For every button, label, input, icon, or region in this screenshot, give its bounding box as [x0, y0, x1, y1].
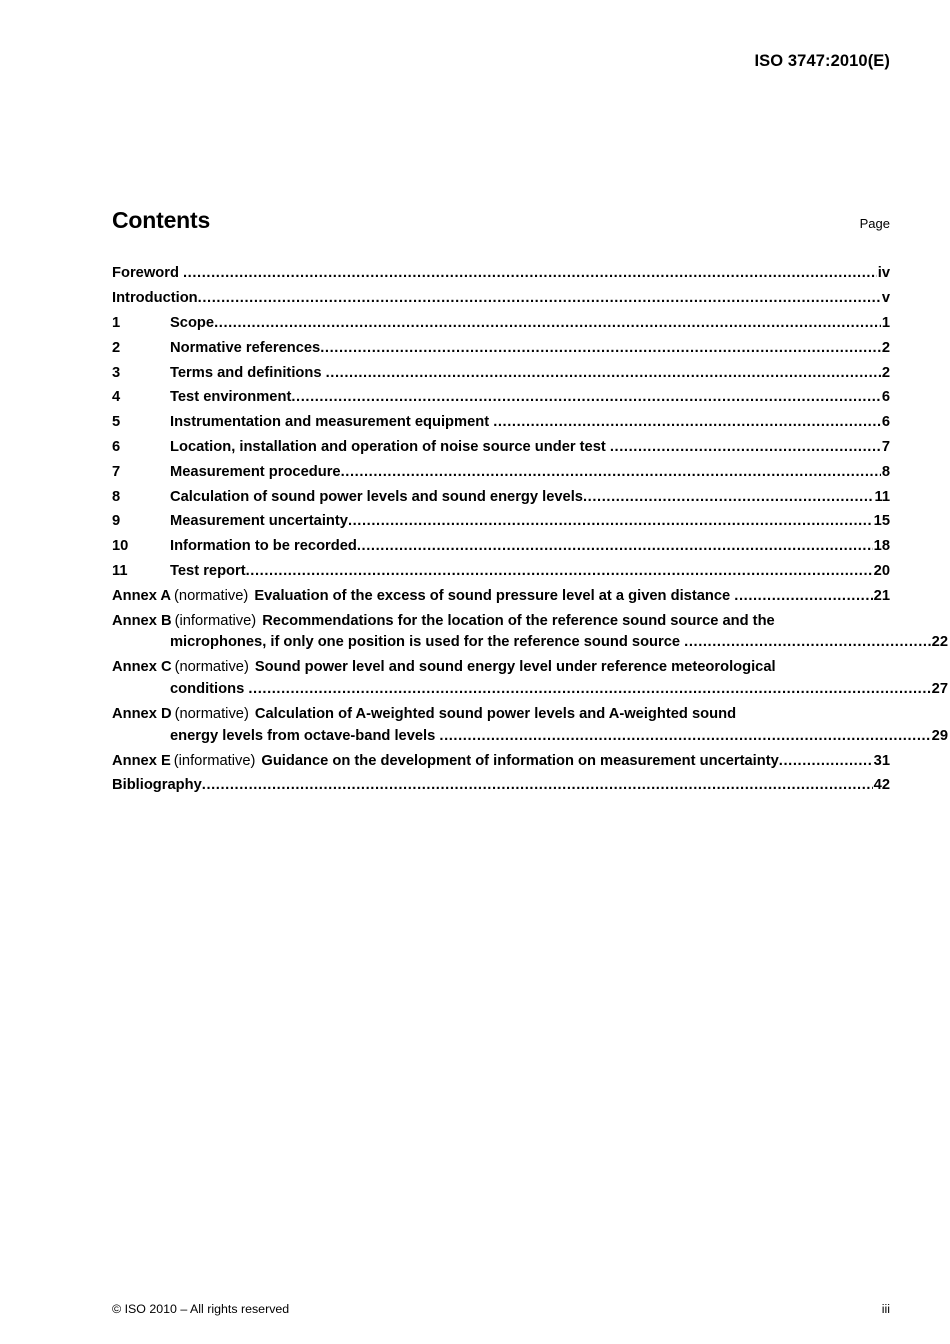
toc-label: Information to be recorded — [170, 538, 357, 555]
toc-page-number: 6 — [881, 414, 890, 431]
dot-leader — [326, 366, 882, 381]
toc-entry-clause-11[interactable] — [112, 564, 890, 579]
toc-label: Introduction — [112, 290, 198, 306]
dot-leader — [779, 754, 873, 769]
toc-entry-clause-1[interactable] — [112, 316, 890, 331]
toc-entry-clause-10[interactable] — [112, 539, 890, 554]
annex-title: Evaluation of the excess of sound pressure level at a given distance — [254, 587, 735, 604]
toc-clause-number: 9 — [112, 513, 121, 530]
toc-entry-bibliography[interactable] — [112, 778, 890, 793]
toc-page-number: 27 — [931, 681, 948, 698]
toc-page-number: 15 — [873, 513, 890, 530]
footer-page-number: iii — [881, 1302, 890, 1316]
toc-page-number: 21 — [873, 587, 890, 604]
annex-id: Annex C — [112, 659, 172, 676]
toc-clause-number: 2 — [112, 339, 121, 356]
annex-type: (informative) — [173, 752, 256, 769]
annex-title-continuation: conditions — [170, 681, 249, 698]
toc-page-number: 31 — [873, 752, 890, 769]
toc-clause-number: 6 — [112, 438, 121, 455]
toc-entry-clause-3[interactable] — [112, 366, 890, 381]
toc-label: Scope — [170, 315, 215, 331]
toc-page-number: 42 — [873, 777, 890, 794]
toc-label: Foreword — [112, 265, 183, 281]
page-header — [112, 52, 890, 71]
annex-type: (normative) — [174, 659, 249, 676]
toc-label: Instrumentation and measurement equipment — [170, 414, 494, 431]
toc-page-number: 11 — [874, 488, 890, 505]
dot-leader — [493, 415, 881, 430]
annex-type: (normative) — [174, 587, 249, 604]
toc-label: Measurement procedure — [170, 463, 341, 480]
annex-title: Sound power level and sound energy level under reference meteorological — [254, 659, 776, 676]
toc-entry-clause-5[interactable] — [112, 415, 890, 430]
dot-leader — [610, 440, 881, 455]
toc-annex-label — [112, 754, 779, 769]
toc-entry-annex-a[interactable] — [112, 589, 890, 604]
toc-annex-label — [112, 660, 776, 675]
toc-annex-label — [112, 614, 775, 629]
toc-page-number: 29 — [931, 727, 948, 744]
dot-leader — [246, 564, 874, 579]
page-footer — [112, 1302, 890, 1316]
toc-clause-number: 4 — [112, 389, 121, 406]
toc-page-number: 18 — [873, 538, 890, 555]
dot-leader — [583, 490, 874, 505]
annex-type: (informative) — [174, 612, 257, 629]
toc-page-number: 2 — [881, 364, 890, 381]
toc-entry-clause-6[interactable] — [112, 440, 890, 455]
toc-label: Test environment — [170, 389, 292, 406]
toc-page-number: 7 — [881, 438, 890, 455]
toc-label: Calculation of sound power levels and sound energy levels — [170, 488, 583, 505]
toc-entry-annex-d[interactable] — [112, 705, 948, 744]
toc-annex-label — [112, 707, 736, 722]
annex-title-continuation: microphones, if only one position is used for the reference sound source — [170, 634, 685, 651]
toc-entry-clause-9[interactable] — [112, 514, 890, 529]
toc-entry-clause-7[interactable] — [112, 465, 890, 480]
dot-leader — [684, 635, 931, 650]
toc-clause-number: 7 — [112, 463, 121, 480]
annex-title: Guidance on the development of information on measurement uncertainty — [261, 752, 779, 769]
annex-title: Recommendations for the location of the reference sound source and the — [262, 612, 775, 629]
toc-entry-annex-c[interactable] — [112, 659, 948, 698]
toc-annex-label — [112, 589, 734, 604]
dot-leader — [348, 514, 873, 529]
dot-leader — [357, 539, 873, 554]
dot-leader — [439, 729, 931, 744]
toc-entry-annex-e[interactable] — [112, 754, 890, 769]
dot-leader — [341, 465, 882, 480]
dot-leader — [248, 682, 931, 697]
toc-entry-annex-b[interactable] — [112, 612, 948, 651]
toc-clause-number: 8 — [112, 488, 121, 505]
table-of-contents — [112, 265, 948, 803]
annex-id: Annex A — [112, 587, 172, 604]
toc-page-number: v — [881, 290, 890, 306]
toc-entry-clause-4[interactable] — [112, 390, 890, 405]
dot-leader — [734, 589, 873, 604]
standard-reference: ISO 3747:2010(E) — [754, 52, 890, 70]
toc-page-number: 20 — [873, 562, 890, 579]
page-title: Contents — [112, 207, 211, 233]
toc-entry-clause-8[interactable] — [112, 490, 890, 505]
dot-leader — [291, 390, 881, 405]
annex-id: Annex D — [112, 705, 172, 722]
annex-title: Calculation of A-weighted sound power levels and A-weighted sound — [254, 705, 737, 722]
contents-heading-row — [112, 207, 890, 234]
dot-leader — [198, 291, 882, 306]
toc-page-number: 22 — [931, 634, 948, 651]
dot-leader — [202, 778, 873, 793]
toc-clause-number: 11 — [112, 562, 128, 579]
annex-id: Annex E — [112, 752, 171, 769]
toc-label: Bibliography — [112, 777, 202, 794]
toc-label: Normative references — [170, 339, 321, 356]
toc-entry-clause-2[interactable] — [112, 341, 890, 356]
toc-page-number: 8 — [881, 463, 890, 480]
annex-id: Annex B — [112, 612, 172, 629]
toc-label: Terms and definitions — [170, 364, 326, 381]
copyright-notice: © ISO 2010 – All rights reserved — [112, 1302, 290, 1316]
toc-page-number: 1 — [881, 315, 890, 331]
annex-title-continuation: energy levels from octave-band levels — [170, 727, 440, 744]
toc-clause-number: 3 — [112, 364, 121, 381]
toc-clause-number: 1 — [112, 315, 121, 331]
toc-entry-foreword[interactable] — [112, 266, 890, 281]
toc-label: Measurement uncertainty — [170, 513, 348, 530]
dot-leader — [214, 316, 881, 331]
toc-label: Location, installation and operation of noise source under test — [170, 438, 610, 455]
annex-type: (normative) — [174, 705, 249, 722]
toc-page-number: 2 — [881, 339, 890, 356]
toc-entry-introduction[interactable] — [112, 291, 890, 306]
toc-label: Test report — [170, 562, 246, 579]
page-column-label: Page — [859, 216, 890, 231]
toc-page-number: 6 — [881, 389, 890, 406]
toc-clause-number: 10 — [112, 538, 129, 555]
dot-leader — [320, 341, 881, 356]
dot-leader — [183, 266, 877, 281]
toc-clause-number: 5 — [112, 414, 121, 431]
toc-page-number: iv — [877, 265, 890, 281]
